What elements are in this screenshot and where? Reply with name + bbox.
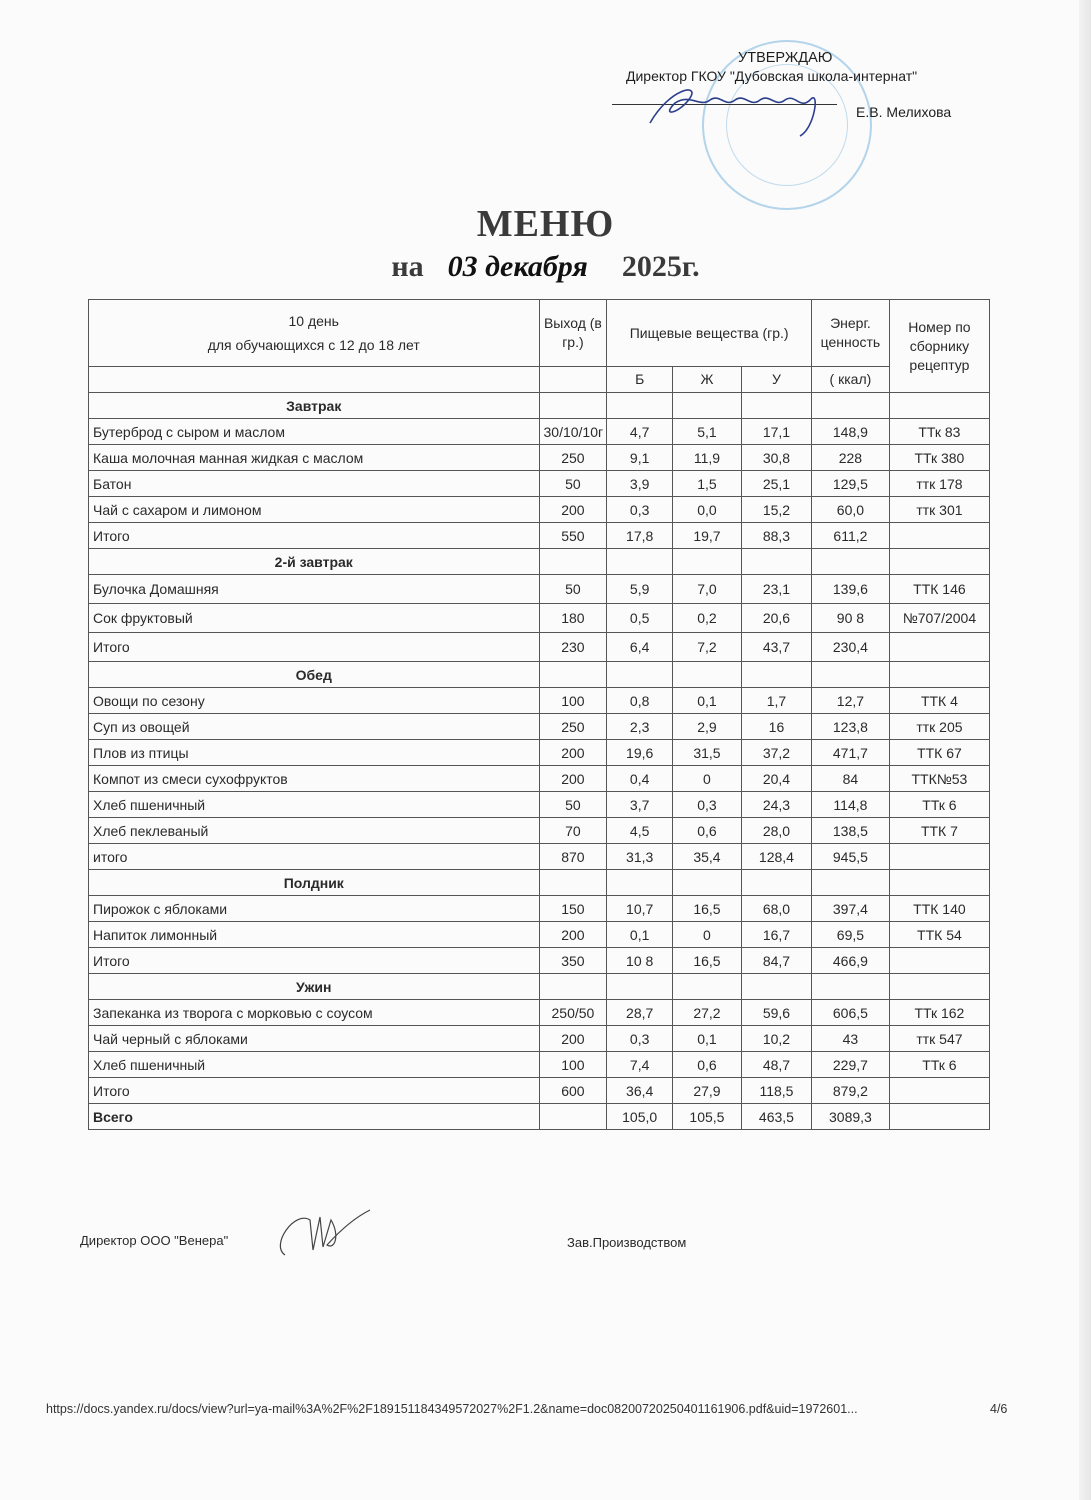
table-row [89, 766, 990, 792]
total-protein-cell: 105,0 [607, 1104, 673, 1130]
recipe-ref-cell: ТТк 380 [889, 445, 989, 471]
dish-name: Итого [89, 948, 540, 974]
dish-name: Компот из смеси сухофруктов [89, 766, 540, 792]
empty-cell [539, 549, 607, 575]
protein-cell: 2,3 [607, 714, 673, 740]
energy-cell: 879,2 [811, 1078, 889, 1104]
table-row [89, 1052, 990, 1078]
page-title: МЕНЮ [476, 203, 615, 245]
table-row [89, 844, 990, 870]
recipe-ref-cell: ТТк 83 [889, 419, 989, 445]
total-energy-cell: 3089,3 [811, 1104, 889, 1130]
dish-name: Итого [89, 633, 540, 662]
output-cell: 70 [539, 818, 607, 844]
protein-cell: 9,1 [607, 445, 673, 471]
carbs-cell: 24,3 [741, 792, 811, 818]
empty-cell [607, 393, 673, 419]
protein-cell: 6,4 [607, 633, 673, 662]
recipe-ref-cell: ттк 547 [889, 1026, 989, 1052]
header-nutrients: Пищевые вещества (гр.) [607, 300, 812, 367]
recipe-ref-cell [889, 844, 989, 870]
energy-cell: 471,7 [811, 740, 889, 766]
carbs-cell: 1,7 [741, 688, 811, 714]
section-title: 2-й завтрак [89, 549, 540, 575]
section-header-row [89, 393, 990, 419]
empty-cell [672, 974, 741, 1000]
protein-cell: 4,5 [607, 818, 673, 844]
dish-name: Каша молочная манная жидкая с маслом [89, 445, 540, 471]
table-row [89, 1026, 990, 1052]
empty-cell [889, 662, 989, 688]
empty-cell [741, 662, 811, 688]
energy-cell: 84 [811, 766, 889, 792]
carbs-cell: 16,7 [741, 922, 811, 948]
empty-cell [539, 974, 607, 1000]
output-cell: 600 [539, 1078, 607, 1104]
energy-cell: 60,0 [811, 497, 889, 523]
fat-cell: 7,0 [672, 575, 741, 604]
section-header-row [89, 662, 990, 688]
menu-table [88, 299, 990, 1130]
energy-cell: 12,7 [811, 688, 889, 714]
protein-cell: 0,5 [607, 604, 673, 633]
energy-cell: 123,8 [811, 714, 889, 740]
fat-cell: 0,3 [672, 792, 741, 818]
carbs-cell: 68,0 [741, 896, 811, 922]
empty-cell [889, 870, 989, 896]
dish-name: Чай с сахаром и лимоном [89, 497, 540, 523]
approval-position: Директор ГКОУ "Дубовская школа-интернат" [626, 68, 918, 84]
section-header-row [89, 549, 990, 575]
output-cell: 550 [539, 523, 607, 549]
carbs-cell: 43,7 [741, 633, 811, 662]
protein-cell: 36,4 [607, 1078, 673, 1104]
page-number: 4/6 [990, 1402, 1008, 1416]
recipe-ref-cell: ттк 301 [889, 497, 989, 523]
dish-name: Итого [89, 523, 540, 549]
fat-cell: 35,4 [672, 844, 741, 870]
protein-cell: 0,3 [607, 497, 673, 523]
empty-cell [811, 870, 889, 896]
protein-cell: 28,7 [607, 1000, 673, 1026]
output-cell: 50 [539, 471, 607, 497]
protein-cell: 31,3 [607, 844, 673, 870]
section-header-row [89, 870, 990, 896]
energy-cell: 228 [811, 445, 889, 471]
table-row [89, 714, 990, 740]
output-cell: 250 [539, 445, 607, 471]
dish-name: Хлеб пшеничный [89, 792, 540, 818]
table-row [89, 818, 990, 844]
empty-cell [607, 870, 673, 896]
footer-production: Зав.Производством [567, 1235, 687, 1250]
protein-cell: 4,7 [607, 419, 673, 445]
energy-cell: 114,8 [811, 792, 889, 818]
carbs-cell: 25,1 [741, 471, 811, 497]
protein-cell: 3,7 [607, 792, 673, 818]
dish-name: Хлеб пшеничный [89, 1052, 540, 1078]
energy-cell: 606,5 [811, 1000, 889, 1026]
carbs-cell: 28,0 [741, 818, 811, 844]
carbs-cell: 118,5 [741, 1078, 811, 1104]
energy-cell: 397,4 [811, 896, 889, 922]
table-row [89, 497, 990, 523]
carbs-cell: 15,2 [741, 497, 811, 523]
recipe-ref-cell [889, 633, 989, 662]
section-title: Завтрак [89, 393, 540, 419]
output-cell: 180 [539, 604, 607, 633]
table-row [89, 922, 990, 948]
fat-cell: 11,9 [672, 445, 741, 471]
output-cell: 50 [539, 792, 607, 818]
fat-cell: 0,1 [672, 688, 741, 714]
carbs-cell: 59,6 [741, 1000, 811, 1026]
dish-name: Сок фруктовый [89, 604, 540, 633]
total-row [89, 1104, 990, 1130]
title-prefix: на [391, 250, 424, 283]
fat-cell: 16,5 [672, 896, 741, 922]
fat-cell: 5,1 [672, 419, 741, 445]
table-row [89, 523, 990, 549]
output-cell: 100 [539, 688, 607, 714]
empty-cell [607, 549, 673, 575]
empty-cell [889, 549, 989, 575]
empty-cell [607, 662, 673, 688]
header-day-cell [89, 300, 540, 367]
carbs-cell: 84,7 [741, 948, 811, 974]
empty-cell [539, 870, 607, 896]
recipe-ref-cell: №707/2004 [889, 604, 989, 633]
fat-cell: 0,0 [672, 497, 741, 523]
table-row [89, 1078, 990, 1104]
output-cell: 100 [539, 1052, 607, 1078]
fat-cell: 0,6 [672, 1052, 741, 1078]
print-url: https://docs.yandex.ru/docs/view?url=ya-mail%3A%2F%2F189151184349572027%2F1.2&name=doc08200720250401161906.pdf&uid=1972601... [46, 1402, 858, 1416]
table-subheader-row [89, 367, 990, 393]
fat-cell: 31,5 [672, 740, 741, 766]
recipe-ref-cell [889, 1078, 989, 1104]
dish-name: Батон [89, 471, 540, 497]
empty-cell [889, 393, 989, 419]
fat-cell: 2,9 [672, 714, 741, 740]
recipe-ref-cell: ТТК 7 [889, 818, 989, 844]
menu-date: 03 декабря [447, 250, 588, 283]
protein-cell: 7,4 [607, 1052, 673, 1078]
menu-year: 2025г. [621, 250, 700, 283]
protein-cell: 5,9 [607, 575, 673, 604]
empty-cell [672, 549, 741, 575]
dish-name: Запеканка из творога с морковью с соусом [89, 1000, 540, 1026]
header-recipe: Номер по сборнику рецептур [889, 300, 989, 393]
supplier-signature-icon [265, 1205, 375, 1265]
fat-cell: 0,2 [672, 604, 741, 633]
protein-cell: 0,3 [607, 1026, 673, 1052]
carbs-cell: 30,8 [741, 445, 811, 471]
carbs-cell: 20,6 [741, 604, 811, 633]
dish-name: Плов из птицы [89, 740, 540, 766]
protein-cell: 17,8 [607, 523, 673, 549]
carbs-cell: 128,4 [741, 844, 811, 870]
protein-cell: 0,4 [607, 766, 673, 792]
dish-name: Булочка Домашняя [89, 575, 540, 604]
protein-cell: 19,6 [607, 740, 673, 766]
recipe-ref-cell: ТТК 140 [889, 896, 989, 922]
energy-cell: 466,9 [811, 948, 889, 974]
table-row [89, 792, 990, 818]
table-row [89, 896, 990, 922]
energy-cell: 69,5 [811, 922, 889, 948]
table-row [89, 740, 990, 766]
output-cell: 200 [539, 740, 607, 766]
page-subtitle [0, 250, 1091, 284]
dish-name: Хлеб пеклеваный [89, 818, 540, 844]
subheader-empty [89, 367, 540, 393]
energy-cell: 229,7 [811, 1052, 889, 1078]
director-signature-icon [640, 78, 840, 138]
dish-name: Итого [89, 1078, 540, 1104]
header-output: Выход (в гр.) [539, 300, 607, 367]
dish-name: Напиток лимонный [89, 922, 540, 948]
empty-cell [539, 662, 607, 688]
approval-name: Е.В. Мелихова [856, 104, 952, 120]
dish-name: Суп из овощей [89, 714, 540, 740]
energy-cell: 945,5 [811, 844, 889, 870]
empty-cell [811, 549, 889, 575]
empty-cell [539, 393, 607, 419]
recipe-ref-cell: ТТк 162 [889, 1000, 989, 1026]
header-carbs: У [741, 367, 811, 393]
output-cell: 200 [539, 766, 607, 792]
energy-cell: 129,5 [811, 471, 889, 497]
dish-name: Овощи по сезону [89, 688, 540, 714]
fat-cell: 0 [672, 766, 741, 792]
fat-cell: 19,7 [672, 523, 741, 549]
section-title: Полдник [89, 870, 540, 896]
empty-cell [741, 870, 811, 896]
carbs-cell: 17,1 [741, 419, 811, 445]
section-title: Ужин [89, 974, 540, 1000]
section-title: Обед [89, 662, 540, 688]
total-output-cell [539, 1104, 607, 1130]
footer-director: Директор ООО "Венера" [80, 1233, 229, 1248]
energy-cell: 230,4 [811, 633, 889, 662]
table-header-row [89, 300, 990, 367]
protein-cell: 0,8 [607, 688, 673, 714]
protein-cell: 3,9 [607, 471, 673, 497]
energy-cell: 43 [811, 1026, 889, 1052]
header-energy: Энерг. ценность [811, 300, 889, 367]
empty-cell [889, 974, 989, 1000]
dish-name: Пирожок с яблоками [89, 896, 540, 922]
empty-cell [672, 393, 741, 419]
empty-cell [741, 549, 811, 575]
fat-cell: 27,9 [672, 1078, 741, 1104]
recipe-ref-cell: ТТК 67 [889, 740, 989, 766]
carbs-cell: 16 [741, 714, 811, 740]
subheader-empty [539, 367, 607, 393]
energy-cell: 138,5 [811, 818, 889, 844]
recipe-ref-cell: ттк 205 [889, 714, 989, 740]
recipe-ref-cell: ТТК№53 [889, 766, 989, 792]
carbs-cell: 88,3 [741, 523, 811, 549]
total-recipe-ref-cell [889, 1104, 989, 1130]
header-kcal: ( ккал) [811, 367, 889, 393]
output-cell: 200 [539, 922, 607, 948]
header-group: для обучающихся с 12 до 18 лет [207, 337, 420, 353]
carbs-cell: 20,4 [741, 766, 811, 792]
table-row [89, 419, 990, 445]
protein-cell: 0,1 [607, 922, 673, 948]
fat-cell: 1,5 [672, 471, 741, 497]
empty-cell [672, 662, 741, 688]
fat-cell: 7,2 [672, 633, 741, 662]
table-row [89, 604, 990, 633]
energy-cell: 148,9 [811, 419, 889, 445]
output-cell: 250 [539, 714, 607, 740]
dish-name: Чай черный с яблоками [89, 1026, 540, 1052]
table-row [89, 948, 990, 974]
table-row [89, 445, 990, 471]
fat-cell: 16,5 [672, 948, 741, 974]
empty-cell [811, 662, 889, 688]
empty-cell [741, 393, 811, 419]
protein-cell: 10 8 [607, 948, 673, 974]
empty-cell [811, 974, 889, 1000]
output-cell: 870 [539, 844, 607, 870]
recipe-ref-cell: ТТк 6 [889, 792, 989, 818]
fat-cell: 0 [672, 922, 741, 948]
section-header-row [89, 974, 990, 1000]
header-protein: Б [607, 367, 673, 393]
approval-heading: УТВЕРЖДАЮ [738, 50, 833, 66]
total-fat-cell: 105,5 [672, 1104, 741, 1130]
recipe-ref-cell [889, 948, 989, 974]
fat-cell: 0,1 [672, 1026, 741, 1052]
dish-name: Бутерброд с сыром и маслом [89, 419, 540, 445]
total-label: Всего [89, 1104, 540, 1130]
table-row [89, 1000, 990, 1026]
recipe-ref-cell: ттк 178 [889, 471, 989, 497]
recipe-ref-cell: ТТК 146 [889, 575, 989, 604]
header-day: 10 день [288, 313, 339, 329]
output-cell: 30/10/10г [539, 419, 607, 445]
table-row [89, 575, 990, 604]
empty-cell [741, 974, 811, 1000]
recipe-ref-cell: ТТК 4 [889, 688, 989, 714]
fat-cell: 0,6 [672, 818, 741, 844]
energy-cell: 611,2 [811, 523, 889, 549]
output-cell: 50 [539, 575, 607, 604]
carbs-cell: 48,7 [741, 1052, 811, 1078]
recipe-ref-cell: ТТк 6 [889, 1052, 989, 1078]
header-fat: Ж [672, 367, 741, 393]
energy-cell: 90 8 [811, 604, 889, 633]
carbs-cell: 37,2 [741, 740, 811, 766]
table-row [89, 688, 990, 714]
output-cell: 200 [539, 497, 607, 523]
fat-cell: 27,2 [672, 1000, 741, 1026]
protein-cell: 10,7 [607, 896, 673, 922]
recipe-ref-cell: ТТК 54 [889, 922, 989, 948]
output-cell: 250/50 [539, 1000, 607, 1026]
empty-cell [672, 870, 741, 896]
table-row [89, 633, 990, 662]
table-row [89, 471, 990, 497]
output-cell: 230 [539, 633, 607, 662]
output-cell: 350 [539, 948, 607, 974]
energy-cell: 139,6 [811, 575, 889, 604]
output-cell: 200 [539, 1026, 607, 1052]
recipe-ref-cell [889, 523, 989, 549]
dish-name: итого [89, 844, 540, 870]
empty-cell [811, 393, 889, 419]
empty-cell [607, 974, 673, 1000]
total-carbs-cell: 463,5 [741, 1104, 811, 1130]
carbs-cell: 23,1 [741, 575, 811, 604]
output-cell: 150 [539, 896, 607, 922]
carbs-cell: 10,2 [741, 1026, 811, 1052]
